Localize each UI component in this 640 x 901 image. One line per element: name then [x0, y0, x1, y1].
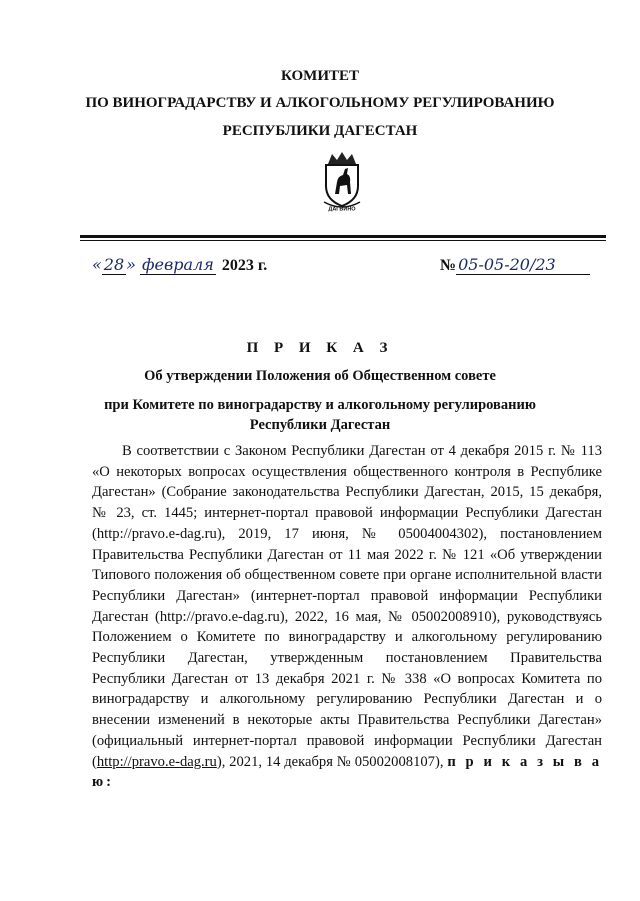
- date-day: 28: [103, 255, 125, 274]
- coat-of-arms-emblem-icon: [318, 150, 366, 212]
- order-date: [92, 255, 267, 275]
- committee-title-line1: КОМИТЕТ: [280, 68, 359, 84]
- order-heading: П Р И К А З: [246, 340, 394, 356]
- order-number: [440, 255, 590, 275]
- command-word: п р и к а з ы в а ю:: [92, 753, 603, 791]
- order-title-line3: Республики Дагестан: [249, 417, 391, 433]
- date-close-quote: »: [126, 255, 136, 274]
- body-paragraph: [92, 441, 602, 793]
- order-title-line1: Об утверждении Положения об Общественном совете: [144, 368, 496, 384]
- emblem-caption: ДАГВИНО: [328, 206, 356, 212]
- date-open-quote: «: [92, 255, 102, 274]
- date-year: 2023 г.: [221, 257, 268, 274]
- order-body: [92, 441, 602, 793]
- committee-title-line3: РЕСПУБЛИКИ ДАГЕСТАН: [222, 123, 418, 139]
- order-title-line2: при Комитете по виноградарству и алкогольному регулированию: [104, 397, 536, 413]
- header-divider-thin: [80, 240, 606, 241]
- date-month: февраля: [141, 255, 214, 274]
- header-divider-thick: [80, 235, 606, 238]
- committee-title-line2: ПО ВИНОГРАДАРСТВУ И АЛКОГОЛЬНОМУ РЕГУЛИРОВАНИЮ: [85, 95, 555, 111]
- body-paragraph-end: ), 2021, 14 декабря № 05002008107),: [216, 753, 444, 770]
- body-paragraph-text: В соответствии с Законом Республики Дагестан от 4 декабря 2015 г. № 113 «О некоторых вопросах осуществления общественного контроля в Республике Дагестан» (Собрание законодательства Республики Дагестан, 2015, 15 декабря, № 23, ст. 1445; интернет-портал правовой информации Республики Дагестан (http://pravo.e-dag.ru), 2019, 17 июня, № 05004004302), постановлением Правительства Республики Дагестан от 11 мая 2022 г. № 121 «Об утверждении Типового положения об общественном совете при органе исполнительной власти Республики Дагестан» (интернет-портал правовой информации Республики Дагестан (http://pravo.e-dag.ru), 2022, 16 мая, № 05002008910), руководствуясь Положением о Комитете по виноградарству и алкогольному регулированию Республики Дагестан, утвержденным постановлением Правительства Республики Дагестан от 13 декабря 2021 г. № 338 «О вопросах Комитета по виноградарству и алкогольному регулированию Республики Дагестан и о внесении изменений в некоторые акты Правительства Республики Дагестан» (официальный интернет-портал правовой информации Республики Дагестан (: [92, 443, 602, 770]
- number-value: 05-05-20/23: [456, 255, 590, 275]
- pravo-link[interactable]: http://pravo.e-dag.ru: [96, 753, 217, 770]
- number-label: №: [440, 257, 457, 274]
